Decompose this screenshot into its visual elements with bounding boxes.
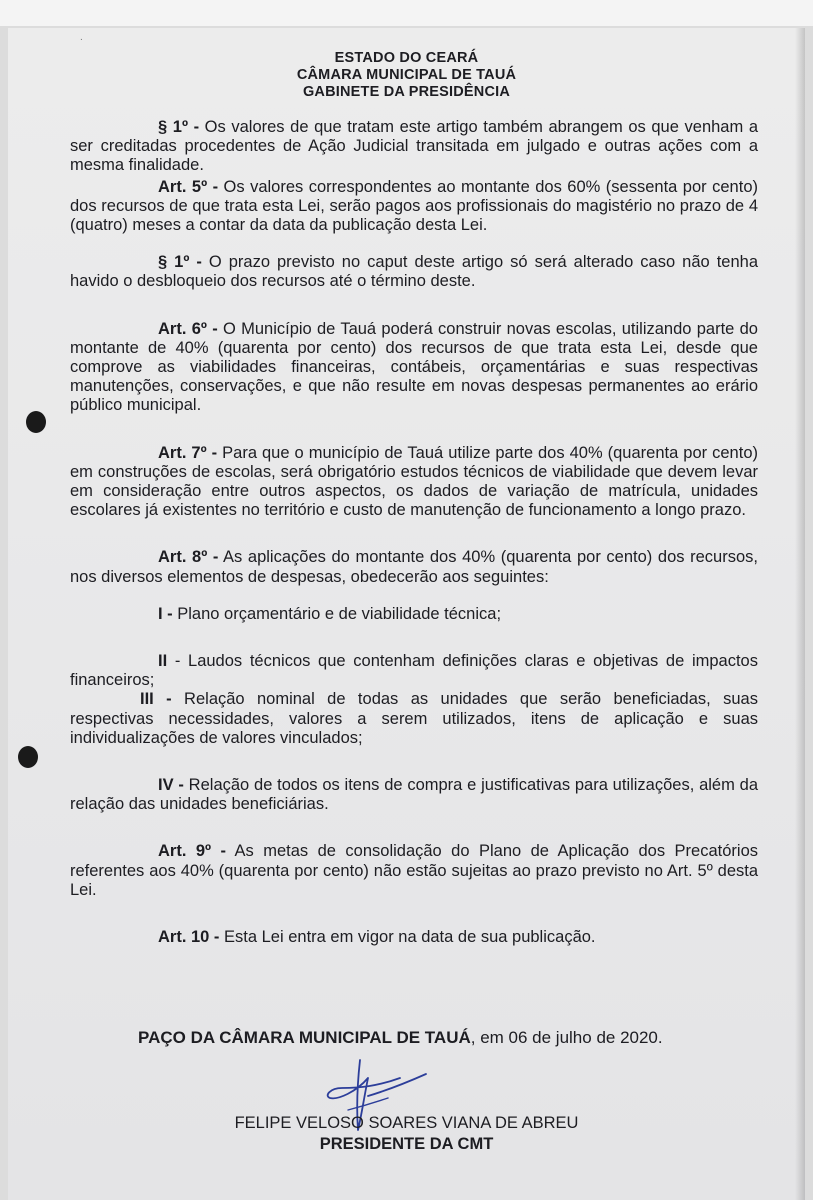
page-edge-shadow bbox=[795, 28, 805, 1200]
paragraph-label: Art. 9º - bbox=[158, 842, 227, 861]
paragraph-label: Art. 6º - bbox=[158, 319, 218, 338]
paragraph-text: - Laudos técnicos que contenham definições claras e objetivas de impactos financeiros; bbox=[70, 652, 758, 690]
paragraph-text: As aplicações do montante dos 40% (quarenta por cento) dos recursos, nos diversos elementos de despesas, obedecerão aos seguintes: bbox=[70, 548, 758, 586]
paragraph-art9 bbox=[70, 842, 758, 900]
paragraph-text: Os valores de que tratam este artigo também abrangem os que venham a ser creditadas procedentes de Ação Judicial transitada em julgado e outras ações com a mesma finalidade. bbox=[70, 118, 758, 175]
paragraph-par1-art4 bbox=[70, 118, 758, 176]
paragraph-art10 bbox=[70, 928, 758, 947]
header-chamber: CÂMARA MUNICIPAL DE TAUÁ bbox=[296, 67, 517, 83]
paragraph-text: Esta Lei entra em vigor na data de sua publicação. bbox=[219, 928, 596, 947]
paragraph-art7 bbox=[70, 444, 758, 521]
signature-block bbox=[8, 1113, 805, 1155]
corner-mark: . bbox=[80, 32, 83, 43]
binder-hole-bottom bbox=[18, 746, 38, 768]
paragraph-label: § 1º - bbox=[158, 118, 200, 136]
paragraph-label: I - bbox=[158, 604, 173, 623]
paragraph-item-iv bbox=[70, 776, 758, 814]
paragraph-label: IV - bbox=[158, 776, 184, 795]
paragraph-art8 bbox=[70, 548, 758, 586]
signer-name: FELIPE VELOSO SOARES VIANA DE ABREU bbox=[234, 1114, 579, 1132]
binder-hole-top bbox=[26, 411, 46, 433]
paragraph-text: Plano orçamentário e de viabilidade técnica; bbox=[172, 604, 502, 623]
paragraph-label: § 1º - bbox=[158, 253, 202, 272]
header-state: ESTADO DO CEARÁ bbox=[334, 50, 479, 66]
document-page bbox=[8, 28, 805, 1200]
paragraph-par1-art5 bbox=[70, 253, 758, 291]
header-office: GABINETE DA PRESIDÊNCIA bbox=[302, 84, 511, 100]
paragraph-text: Relação de todos os itens de compra e justificativas para utilizações, além da relação das unidades beneficiárias. bbox=[70, 776, 759, 814]
paragraph-label: Art. 10 - bbox=[158, 928, 220, 947]
letterhead bbox=[8, 50, 805, 101]
paragraph-item-ii bbox=[70, 652, 758, 690]
signer-title: PRESIDENTE DA CMT bbox=[319, 1135, 494, 1153]
closing-date: , em 06 de julho de 2020. bbox=[470, 1028, 663, 1047]
paragraph-item-iii bbox=[70, 690, 758, 748]
paragraph-text: O Município de Tauá poderá construir novas escolas, utilizando parte do montante de 40% (quarenta por cento) dos recursos de que trata esta Lei, desde que comprove as viabilidades financeiras, contábeis, orçamentárias e suas respectivas manutenções, conservações, e que não resulte em novas despesas permanentes ao erário público municipal. bbox=[70, 319, 758, 415]
paragraph-text: Os valores correspondentes ao montante dos 60% (sessenta por cento) dos recursos de que trata esta Lei, serão pagos aos profissionais do magistério no prazo de 4 (quatro) meses a contar da data da publicação desta Lei. bbox=[70, 177, 758, 235]
paragraph-text: O prazo previsto no caput deste artigo só será alterado caso não tenha havido o desbloqueio dos recursos até o término deste. bbox=[70, 253, 758, 291]
paragraph-label: Art. 7º - bbox=[158, 443, 218, 462]
paragraph-text: As metas de consolidação do Plano de Aplicação dos Precatórios referentes aos 40% (quarenta por cento) não estão sujeitas ao prazo previsto no Art. 5º desta Lei. bbox=[70, 842, 758, 899]
closing-place: PAÇO DA CÂMARA MUNICIPAL DE TAUÁ bbox=[138, 1028, 471, 1047]
paragraph-label: III - bbox=[140, 690, 172, 709]
paragraph-label: Art. 5º - bbox=[158, 177, 219, 196]
paragraph-text: Relação nominal de todas as unidades que serão beneficiadas, suas respectivas necessidades, valores a serem utilizados, itens de aplicação e suas individualizações de valores vinculados; bbox=[70, 690, 758, 747]
paragraph-art5 bbox=[70, 178, 758, 236]
paragraph-label: Art. 8º - bbox=[158, 548, 219, 567]
paragraph-text: Para que o município de Tauá utilize parte dos 40% (quarenta por cento) em construções de escolas, será obrigatório estudos técnicos de viabilidade que devem levar em consideração entre outros aspectos, os dados de variação de matrícula, unidades escolares já existentes no território e custo de manutenção de funcionamento a longo prazo. bbox=[70, 443, 758, 520]
paragraph-label: II bbox=[158, 652, 168, 671]
paragraph-item-i bbox=[70, 605, 758, 624]
paragraph-art6 bbox=[70, 320, 758, 416]
top-bar bbox=[0, 0, 813, 26]
document-body bbox=[70, 118, 758, 947]
